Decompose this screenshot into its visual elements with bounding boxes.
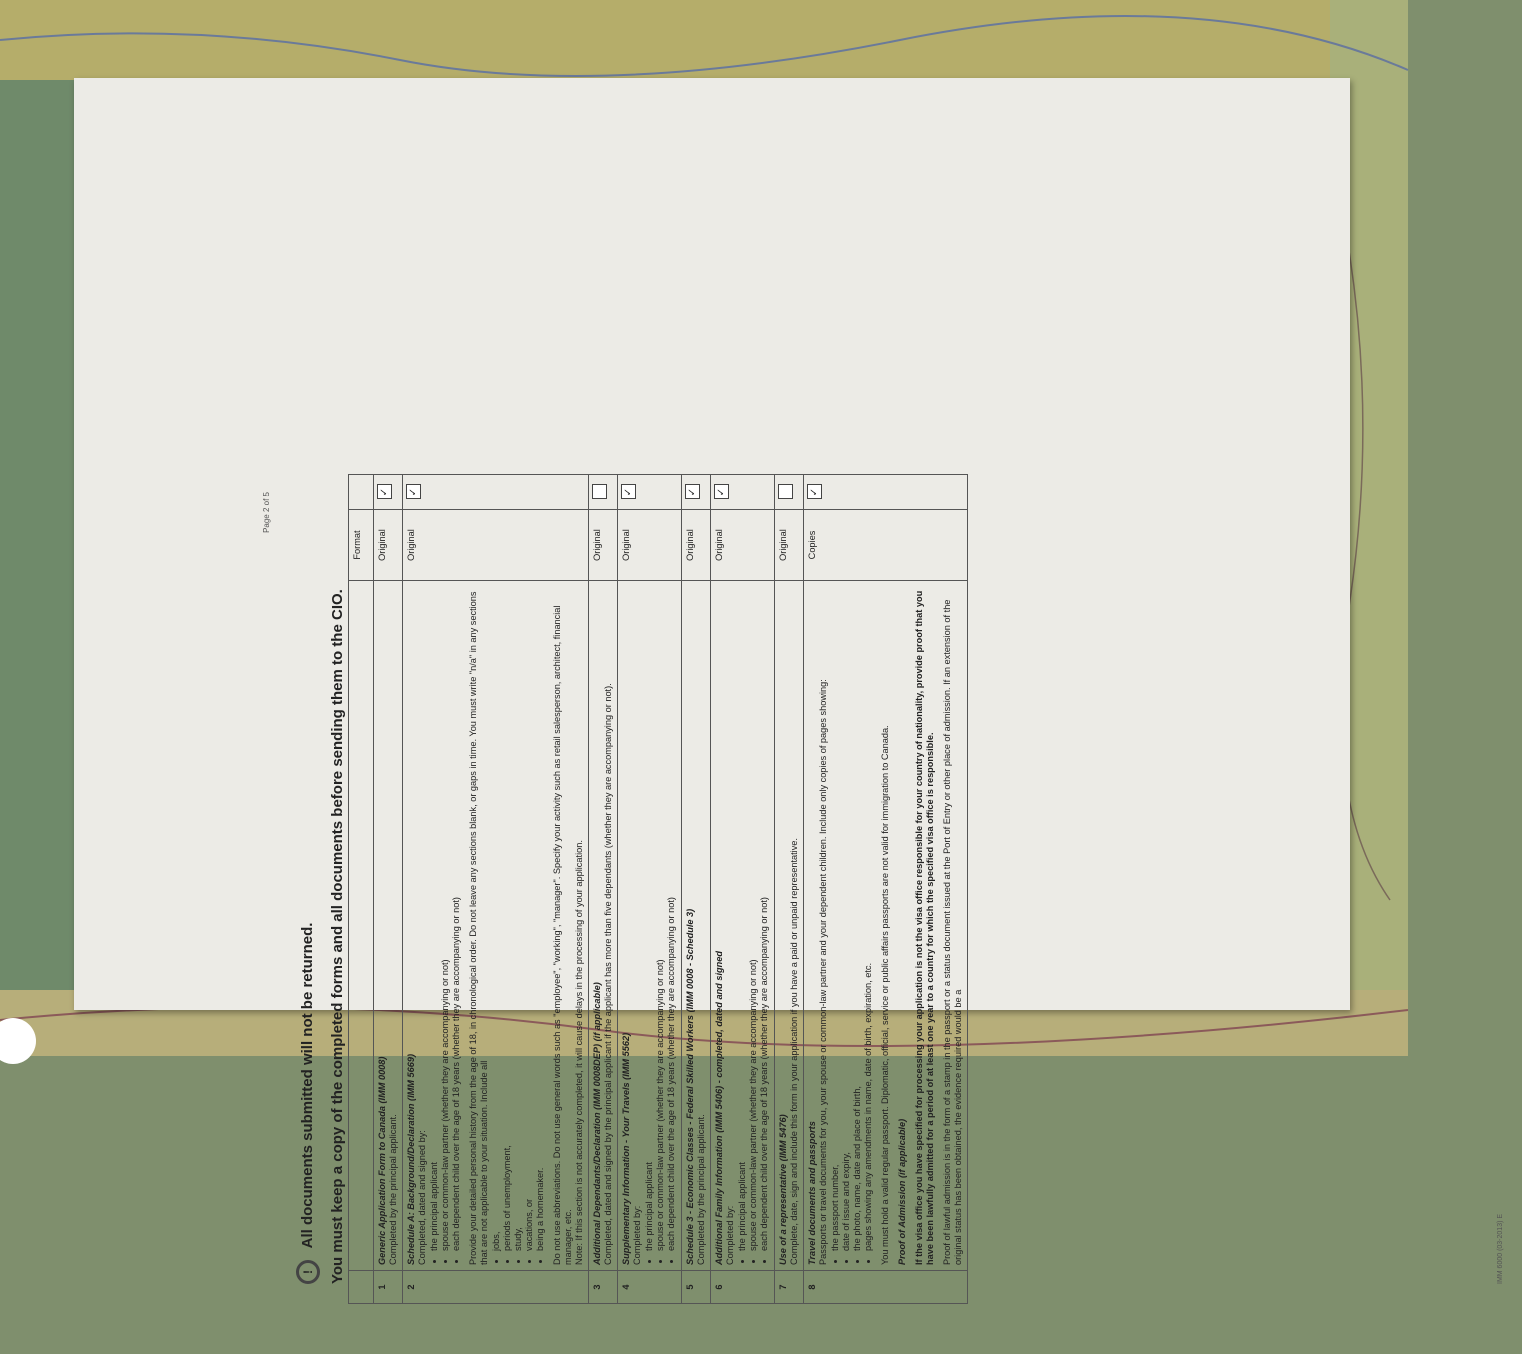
row-number: 6 xyxy=(711,1271,775,1304)
row-description xyxy=(804,581,968,1271)
item-subtitle: Proof of Admission (if applicable) xyxy=(897,1118,907,1265)
item-title: Generic Application Form to Canada (IMM 0008) xyxy=(377,1056,387,1265)
row-number: 4 xyxy=(618,1271,682,1304)
list-item: • date of issue and expiry, xyxy=(841,586,852,1251)
row-number: 5 xyxy=(682,1271,711,1304)
checkbox[interactable] xyxy=(592,485,607,500)
table-row xyxy=(711,475,775,1304)
item-body: Complete, date, sign and include this form in your application if you have a paid or unpaid representative. xyxy=(789,838,799,1265)
row-format: Original xyxy=(775,510,804,581)
document-sheet xyxy=(74,78,1504,1290)
row-format: Original xyxy=(711,510,775,581)
row-format: Original xyxy=(682,510,711,581)
row-number: 7 xyxy=(775,1271,804,1304)
bullet-list xyxy=(491,586,546,1251)
list-item: • the principal applicant xyxy=(737,586,748,1251)
item-body: Proof of lawful admission is in the form of a stamp in the passport or a status document issued at the Port of Entry or other place of admission. If an extension of the original status has been obtained, the evidence required would be a xyxy=(942,599,963,1265)
footer-text: IMM 6000 (03-2013) E xyxy=(1497,1213,1504,1284)
row-checkbox-cell xyxy=(403,475,589,510)
row-checkbox-cell xyxy=(374,475,403,510)
checkbox[interactable]: ✓ xyxy=(685,485,700,500)
row-number: 2 xyxy=(403,1271,589,1304)
list-item: • each dependent child over the age of 18 years (whether they are accompanying or not) xyxy=(666,586,677,1251)
row-description xyxy=(775,581,804,1271)
row-format: Original xyxy=(374,510,403,581)
row-description xyxy=(374,581,403,1271)
item-body: Provide your detailed personal history from the age of 18, in chronological order. Do not leave any sections blank, or gaps in time. You must write "n/a" in any sections that are not applicable to your situation. Include all xyxy=(468,591,489,1265)
table-row xyxy=(775,475,804,1304)
row-description xyxy=(618,581,682,1271)
list-item: • study, xyxy=(513,586,524,1251)
header-main: All documents submitted will not be returned. xyxy=(298,922,316,1249)
item-body: You must hold a valid regular passport. Diplomatic, official, service or public affairs passports are not valid for immigration to Canada. xyxy=(880,725,890,1265)
checkbox[interactable]: ✓ xyxy=(714,485,729,500)
item-body: Completed by the principal applicant. xyxy=(696,1114,706,1265)
item-body: Completed by the principal applicant. xyxy=(388,1114,398,1265)
list-item: • the passport number, xyxy=(830,586,841,1251)
row-description xyxy=(403,581,589,1271)
row-checkbox-cell xyxy=(618,475,682,510)
info-circle-icon: ! xyxy=(296,1260,320,1284)
list-item: • the photo, name, date and place of birth, xyxy=(852,586,863,1251)
row-number: 1 xyxy=(374,1271,403,1304)
list-item: • being a homemaker. xyxy=(535,586,546,1251)
header-note xyxy=(296,462,347,1284)
table-row xyxy=(804,475,968,1304)
item-body: Do not use abbreviations. Do not use general words such as "employee", "working", "manager". Specify your activity such as retail salesperson, architect, financial manager, etc. xyxy=(552,605,573,1265)
list-item: • the principal applicant xyxy=(644,586,655,1251)
row-checkbox-cell xyxy=(804,475,968,510)
bullet-list xyxy=(737,586,770,1251)
checkbox[interactable]: ✓ xyxy=(377,485,392,500)
row-checkbox-cell xyxy=(589,475,618,510)
format-header: Format xyxy=(349,510,374,581)
table-row xyxy=(403,475,589,1304)
list-item: • spouse or common-law partner (whether they are accompanying or not) xyxy=(748,586,759,1251)
item-title: Use of a representative (IMM 5476) xyxy=(778,1114,788,1265)
checkbox[interactable]: ✓ xyxy=(807,485,822,500)
list-item: • spouse or common-law partner (whether they are accompanying or not) xyxy=(440,586,451,1251)
item-title: Schedule 3 - Economic Classes - Federal Skilled Workers (IMM 0008 - Schedule 3) xyxy=(685,908,695,1265)
row-format: Original xyxy=(589,510,618,581)
list-item: • each dependent child over the age of 18 years (whether they are accompanying or not) xyxy=(759,586,770,1251)
item-title: Schedule A: Background/Declaration (IMM 5669) xyxy=(406,1053,416,1265)
row-checkbox-cell xyxy=(711,475,775,510)
item-bold-text: If the visa office you have specified for processing your application is not the visa office responsible for your country of nationality, provide proof that you have been lawfully admitted for a period of at least one year to a country for which the specified visa office is responsible. xyxy=(914,590,935,1265)
item-body: Completed, dated and signed by: xyxy=(417,1130,427,1265)
item-title: Additional Dependants/Declaration (IMM 0008DEP) (if applicable) xyxy=(592,982,602,1265)
list-item: • the principal applicant xyxy=(429,586,440,1251)
row-number: 3 xyxy=(589,1271,618,1304)
row-format: Copies xyxy=(804,510,968,581)
row-checkbox-cell xyxy=(682,475,711,510)
list-item: • spouse or common-law partner (whether they are accompanying or not) xyxy=(655,586,666,1251)
item-note: Note: If this section is not accurately completed, it will cause delays in the processing of your application. xyxy=(574,840,584,1265)
item-body: Completed, dated and signed by the principal applicant if the applicant has more than five dependants (whether they are accompanying or not). xyxy=(603,683,613,1265)
row-description xyxy=(589,581,618,1271)
table-row xyxy=(374,475,403,1304)
bullet-list xyxy=(644,586,677,1251)
row-description xyxy=(682,581,711,1271)
bullet-list xyxy=(830,586,874,1251)
table-header-row xyxy=(349,475,374,1304)
row-checkbox-cell xyxy=(775,475,804,510)
list-item: • each dependent child over the age of 18 years (whether they are accompanying or not) xyxy=(451,586,462,1251)
item-body: Completed by: xyxy=(725,1205,735,1265)
list-item: • jobs, xyxy=(491,586,502,1251)
rotated-page xyxy=(246,422,1522,1354)
row-description xyxy=(711,581,775,1271)
checkbox[interactable]: ✓ xyxy=(406,485,421,500)
table-row xyxy=(589,475,618,1304)
table-row xyxy=(682,475,711,1304)
checkbox[interactable] xyxy=(778,485,793,500)
table-row xyxy=(618,475,682,1304)
page-number: Page 2 of 5 xyxy=(262,492,271,533)
bullet-list xyxy=(429,586,462,1251)
list-item: • periods of unemployment, xyxy=(502,586,513,1251)
item-title: Additional Family Information (IMM 5406) - completed, dated and signed xyxy=(714,951,724,1265)
list-item: • pages showing any amendments in name, date of birth, expiration, etc. xyxy=(863,586,874,1251)
item-title: Travel documents and passports xyxy=(807,1121,817,1265)
checklist-table xyxy=(348,474,968,1304)
list-item: • vacations, or xyxy=(524,586,535,1251)
header-sub: You must keep a copy of the completed forms and all documents before sending them to the CIO. xyxy=(329,589,346,1284)
item-body: Passports or travel documents for you, your spouse or common-law partner and your dependent children. Include only copies of pages showing: xyxy=(818,679,828,1265)
item-body: Completed by: xyxy=(632,1205,642,1265)
row-format: Original xyxy=(403,510,589,581)
checkbox[interactable]: ✓ xyxy=(621,485,636,500)
row-number: 8 xyxy=(804,1271,968,1304)
row-format: Original xyxy=(618,510,682,581)
item-title: Supplementary Information - Your Travels (IMM 5562) xyxy=(621,1032,631,1265)
